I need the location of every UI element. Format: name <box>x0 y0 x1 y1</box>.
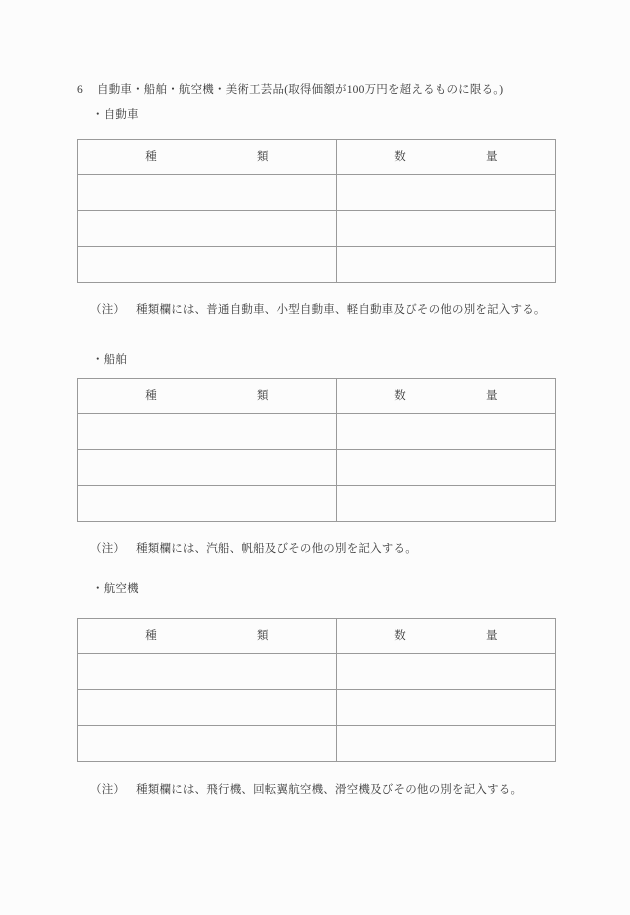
table-row[interactable] <box>78 726 556 762</box>
cell-kind[interactable] <box>78 175 337 211</box>
table-row[interactable] <box>78 247 556 283</box>
cell-kind[interactable] <box>78 654 337 690</box>
cell-kind[interactable] <box>78 211 337 247</box>
header-kind-char-2: 類 <box>257 390 269 402</box>
header-quantity-char-2: 量 <box>486 151 498 163</box>
header-cell-quantity <box>337 619 556 654</box>
header-cell-quantity <box>337 140 556 175</box>
table-row[interactable] <box>78 211 556 247</box>
cell-quantity-value[interactable] <box>337 247 555 282</box>
cell-quantity-value[interactable] <box>337 690 555 725</box>
header-cell-kind <box>78 379 337 414</box>
header-kind-char-1: 種 <box>145 630 157 642</box>
header-quantity-char-1: 数 <box>394 151 406 163</box>
cell-kind-value[interactable] <box>78 175 336 210</box>
cell-quantity[interactable] <box>337 450 556 486</box>
table-header-row <box>78 140 556 175</box>
cell-kind[interactable] <box>78 486 337 522</box>
cell-kind-value[interactable] <box>78 654 336 689</box>
cell-quantity[interactable] <box>337 211 556 247</box>
header-kind-char-1: 種 <box>145 390 157 402</box>
header-kind-char-2: 類 <box>257 151 269 163</box>
cell-quantity-value[interactable] <box>337 726 555 761</box>
cell-quantity[interactable] <box>337 654 556 690</box>
cell-quantity-value[interactable] <box>337 211 555 246</box>
header-cell-kind <box>78 619 337 654</box>
cell-kind-value[interactable] <box>78 211 336 246</box>
section-number: 6 <box>77 84 83 96</box>
cell-quantity[interactable] <box>337 486 556 522</box>
cell-kind[interactable] <box>78 414 337 450</box>
note-aircraft <box>90 782 522 798</box>
note-text: 種類欄には、汽船、帆船及びその他の別を記入する。 <box>136 543 417 555</box>
note-text: 種類欄には、飛行機、回転翼航空機、滑空機及びその他の別を記入する。 <box>136 784 523 796</box>
cell-quantity-value[interactable] <box>337 175 555 210</box>
note-automobile <box>90 302 546 318</box>
header-quantity-char-2: 量 <box>486 390 498 402</box>
cell-kind-value[interactable] <box>78 450 336 485</box>
table-aircraft <box>77 618 556 762</box>
table-header-row <box>78 379 556 414</box>
cell-quantity[interactable] <box>337 726 556 762</box>
cell-kind-value[interactable] <box>78 726 336 761</box>
table-row[interactable] <box>78 690 556 726</box>
cell-kind[interactable] <box>78 247 337 283</box>
cell-kind[interactable] <box>78 726 337 762</box>
note-label: （注） <box>90 543 126 555</box>
table-row[interactable] <box>78 450 556 486</box>
cell-kind-value[interactable] <box>78 690 336 725</box>
table-row[interactable] <box>78 175 556 211</box>
subitem-label-vessel: ・船舶 <box>92 354 128 366</box>
note-vessel <box>90 541 417 557</box>
cell-kind-value[interactable] <box>78 486 336 521</box>
cell-quantity[interactable] <box>337 690 556 726</box>
table-header-row <box>78 619 556 654</box>
section-title: 自動車・船舶・航空機・美術工芸品(取得価額が100万円を超えるものに限る。) <box>97 84 504 96</box>
cell-quantity-value[interactable] <box>337 654 555 689</box>
cell-kind-value[interactable] <box>78 414 336 449</box>
cell-quantity[interactable] <box>337 175 556 211</box>
cell-kind[interactable] <box>78 690 337 726</box>
note-label: （注） <box>90 784 126 796</box>
cell-kind[interactable] <box>78 450 337 486</box>
table-automobile <box>77 139 556 283</box>
header-kind-char-2: 類 <box>257 630 269 642</box>
header-quantity-char-1: 数 <box>394 390 406 402</box>
header-cell-kind <box>78 140 337 175</box>
header-kind-char-1: 種 <box>145 151 157 163</box>
note-label: （注） <box>90 304 126 316</box>
cell-quantity-value[interactable] <box>337 486 555 521</box>
subitem-label-aircraft: ・航空機 <box>92 583 139 595</box>
cell-quantity[interactable] <box>337 247 556 283</box>
section-heading <box>77 82 503 98</box>
header-quantity-char-1: 数 <box>394 630 406 642</box>
cell-kind-value[interactable] <box>78 247 336 282</box>
table-vessel <box>77 378 556 522</box>
table-row[interactable] <box>78 654 556 690</box>
table-row[interactable] <box>78 414 556 450</box>
header-cell-quantity <box>337 379 556 414</box>
subitem-label-automobile: ・自動車 <box>92 109 139 121</box>
note-text: 種類欄には、普通自動車、小型自動車、軽自動車及びその他の別を記入する。 <box>136 304 546 316</box>
cell-quantity-value[interactable] <box>337 414 555 449</box>
cell-quantity[interactable] <box>337 414 556 450</box>
cell-quantity-value[interactable] <box>337 450 555 485</box>
table-row[interactable] <box>78 486 556 522</box>
header-quantity-char-2: 量 <box>486 630 498 642</box>
